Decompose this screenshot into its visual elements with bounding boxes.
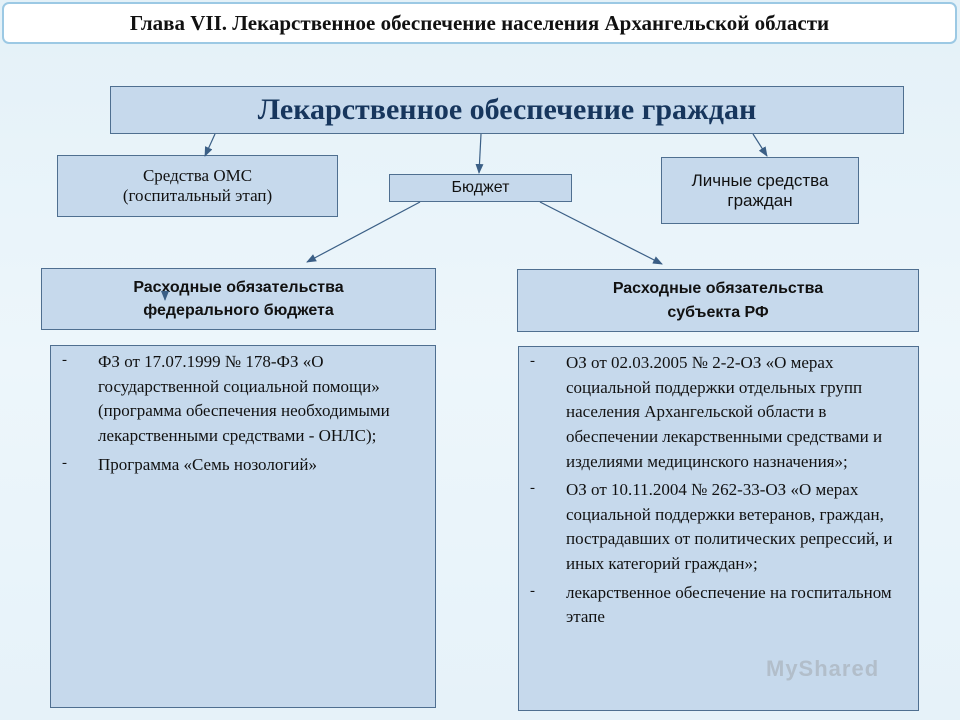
list-item-text: Программа «Семь нозологий» bbox=[98, 454, 317, 474]
watermark bbox=[766, 656, 879, 682]
list-item-text: ФЗ от 17.07.1999 № 178-ФЗ «О государственной социальной помощи» (программа обеспечения необходимыми лекарственными средствами - ОНЛС); bbox=[98, 352, 390, 445]
federal-line-1: Расходные обязательства bbox=[133, 278, 344, 296]
federal-line-2: федерального бюджета bbox=[143, 302, 334, 319]
watermark-text: MyShared bbox=[766, 656, 880, 681]
oms-line-2: (госпитальный этап) bbox=[122, 186, 273, 205]
subject-line-1: Расходные обязательства bbox=[612, 280, 824, 298]
arrow-to-subject bbox=[540, 202, 662, 264]
list-item-text: ОЗ от 02.03.2005 № 2-2-ОЗ «О мерах социальной поддержки отдельных групп населения Архангельской области в обеспечении лекарственными средствами и изделиями медицинского назначения»; bbox=[566, 353, 883, 471]
list-bullet: - bbox=[62, 454, 67, 471]
arrow-to-oms bbox=[205, 134, 215, 156]
list-bullet: - bbox=[530, 353, 535, 369]
arrow-to-budget bbox=[479, 134, 481, 173]
chapter-title: Глава VII. Лекарственное обеспечение населения Архангельской области bbox=[129, 10, 830, 35]
oms-line-1: Средства ОМС bbox=[142, 166, 253, 185]
arrow-to-personal bbox=[753, 134, 767, 156]
list-bullet: - bbox=[530, 582, 535, 599]
personal-line-2: граждан bbox=[727, 190, 793, 210]
arrow-to-federal bbox=[307, 202, 420, 262]
list-bullet: - bbox=[62, 352, 67, 368]
subject-line-2: субъекта РФ bbox=[667, 303, 769, 321]
list-item-text: ОЗ от 10.11.2004 № 262-33-ОЗ «О мерах социальной поддержки ветеранов, граждан, пострадавших от политических репрессий, и иных категорий граждан»; bbox=[566, 480, 893, 574]
budget-label: Бюджет bbox=[451, 179, 510, 196]
main-title: Лекарственное обеспечение граждан bbox=[257, 93, 757, 126]
list-bullet: - bbox=[530, 480, 535, 497]
list-item-text: лекарственное обеспечение на госпитальном этапе bbox=[566, 582, 892, 627]
personal-line-1: Личные средства bbox=[691, 170, 829, 190]
